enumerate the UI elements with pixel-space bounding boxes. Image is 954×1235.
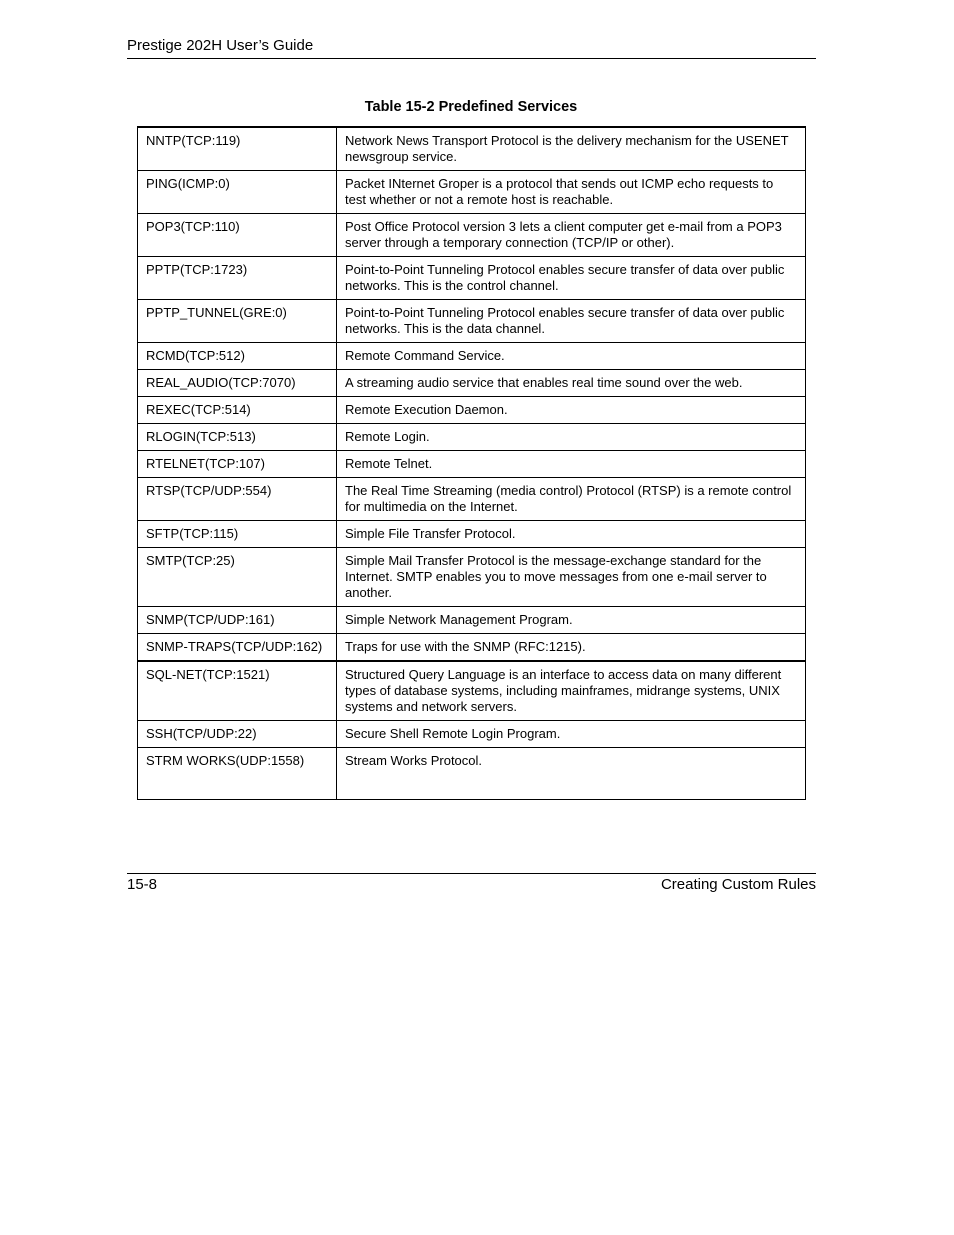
table-row bbox=[138, 397, 806, 424]
service-description-cell: A streaming audio service that enables real time sound over the web. bbox=[337, 370, 806, 397]
service-name-cell: NNTP(TCP:119) bbox=[138, 127, 337, 171]
service-name-cell: STRM WORKS(UDP:1558) bbox=[138, 748, 337, 800]
table-row bbox=[138, 214, 806, 257]
page-header bbox=[127, 37, 816, 59]
service-description-cell: Post Office Protocol version 3 lets a client computer get e-mail from a POP3 server through a temporary connection (TCP/IP or other). bbox=[337, 214, 806, 257]
table-row bbox=[138, 424, 806, 451]
table-row bbox=[138, 521, 806, 548]
table-row bbox=[138, 127, 806, 171]
table-row bbox=[138, 748, 806, 800]
service-name-cell: RCMD(TCP:512) bbox=[138, 343, 337, 370]
table-row bbox=[138, 607, 806, 634]
table-row bbox=[138, 661, 806, 721]
service-name-cell: RTSP(TCP/UDP:554) bbox=[138, 478, 337, 521]
service-name-cell: REAL_AUDIO(TCP:7070) bbox=[138, 370, 337, 397]
page-number: 15-8 bbox=[127, 876, 158, 893]
table-row bbox=[138, 721, 806, 748]
table-row bbox=[138, 634, 806, 662]
service-description-cell: Point-to-Point Tunneling Protocol enables secure transfer of data over public networks. This is the data channel. bbox=[337, 300, 806, 343]
table-row bbox=[138, 548, 806, 607]
table-caption: Table 15-2 Predefined Services bbox=[364, 99, 578, 115]
table-row bbox=[138, 478, 806, 521]
service-description-cell: Structured Query Language is an interface to access data on many different types of database systems, including mainframes, midrange systems, UNIX systems and network servers. bbox=[337, 661, 806, 721]
service-description-cell: Remote Login. bbox=[337, 424, 806, 451]
service-name-cell: SMTP(TCP:25) bbox=[138, 548, 337, 607]
table-row bbox=[138, 370, 806, 397]
table-row bbox=[138, 171, 806, 214]
table-row bbox=[138, 451, 806, 478]
service-description-cell: Stream Works Protocol. bbox=[337, 748, 806, 800]
service-name-cell: RLOGIN(TCP:513) bbox=[138, 424, 337, 451]
service-name-cell: SSH(TCP/UDP:22) bbox=[138, 721, 337, 748]
service-description-cell: The Real Time Streaming (media control) Protocol (RTSP) is a remote control for multimedia on the Internet. bbox=[337, 478, 806, 521]
service-name-cell: RTELNET(TCP:107) bbox=[138, 451, 337, 478]
service-description-cell: Remote Telnet. bbox=[337, 451, 806, 478]
service-name-cell: SNMP-TRAPS(TCP/UDP:162) bbox=[138, 634, 337, 662]
service-name-cell: SNMP(TCP/UDP:161) bbox=[138, 607, 337, 634]
service-name-cell: REXEC(TCP:514) bbox=[138, 397, 337, 424]
service-description-cell: Network News Transport Protocol is the delivery mechanism for the USENET newsgroup service. bbox=[337, 127, 806, 171]
table-row bbox=[138, 300, 806, 343]
service-description-cell: Simple Mail Transfer Protocol is the message-exchange standard for the Internet. SMTP enables you to move messages from one e-mail server to another. bbox=[337, 548, 806, 607]
service-name-cell: PING(ICMP:0) bbox=[138, 171, 337, 214]
service-name-cell: PPTP_TUNNEL(GRE:0) bbox=[138, 300, 337, 343]
service-description-cell: Simple File Transfer Protocol. bbox=[337, 521, 806, 548]
page-footer bbox=[127, 873, 816, 894]
table-row bbox=[138, 257, 806, 300]
service-description-cell: Traps for use with the SNMP (RFC:1215). bbox=[337, 634, 806, 662]
service-description-cell: Packet INternet Groper is a protocol that sends out ICMP echo requests to test whether or not a remote host is reachable. bbox=[337, 171, 806, 214]
table-row bbox=[138, 343, 806, 370]
header-title: Prestige 202H User’s Guide bbox=[127, 37, 314, 54]
service-description-cell: Simple Network Management Program. bbox=[337, 607, 806, 634]
service-name-cell: POP3(TCP:110) bbox=[138, 214, 337, 257]
service-description-cell: Remote Command Service. bbox=[337, 343, 806, 370]
chapter-title: Creating Custom Rules bbox=[660, 876, 816, 893]
service-description-cell: Remote Execution Daemon. bbox=[337, 397, 806, 424]
service-name-cell: PPTP(TCP:1723) bbox=[138, 257, 337, 300]
predefined-services-table bbox=[137, 126, 806, 800]
service-description-cell: Point-to-Point Tunneling Protocol enables secure transfer of data over public networks. This is the control channel. bbox=[337, 257, 806, 300]
service-name-cell: SQL-NET(TCP:1521) bbox=[138, 661, 337, 721]
service-description-cell: Secure Shell Remote Login Program. bbox=[337, 721, 806, 748]
service-name-cell: SFTP(TCP:115) bbox=[138, 521, 337, 548]
